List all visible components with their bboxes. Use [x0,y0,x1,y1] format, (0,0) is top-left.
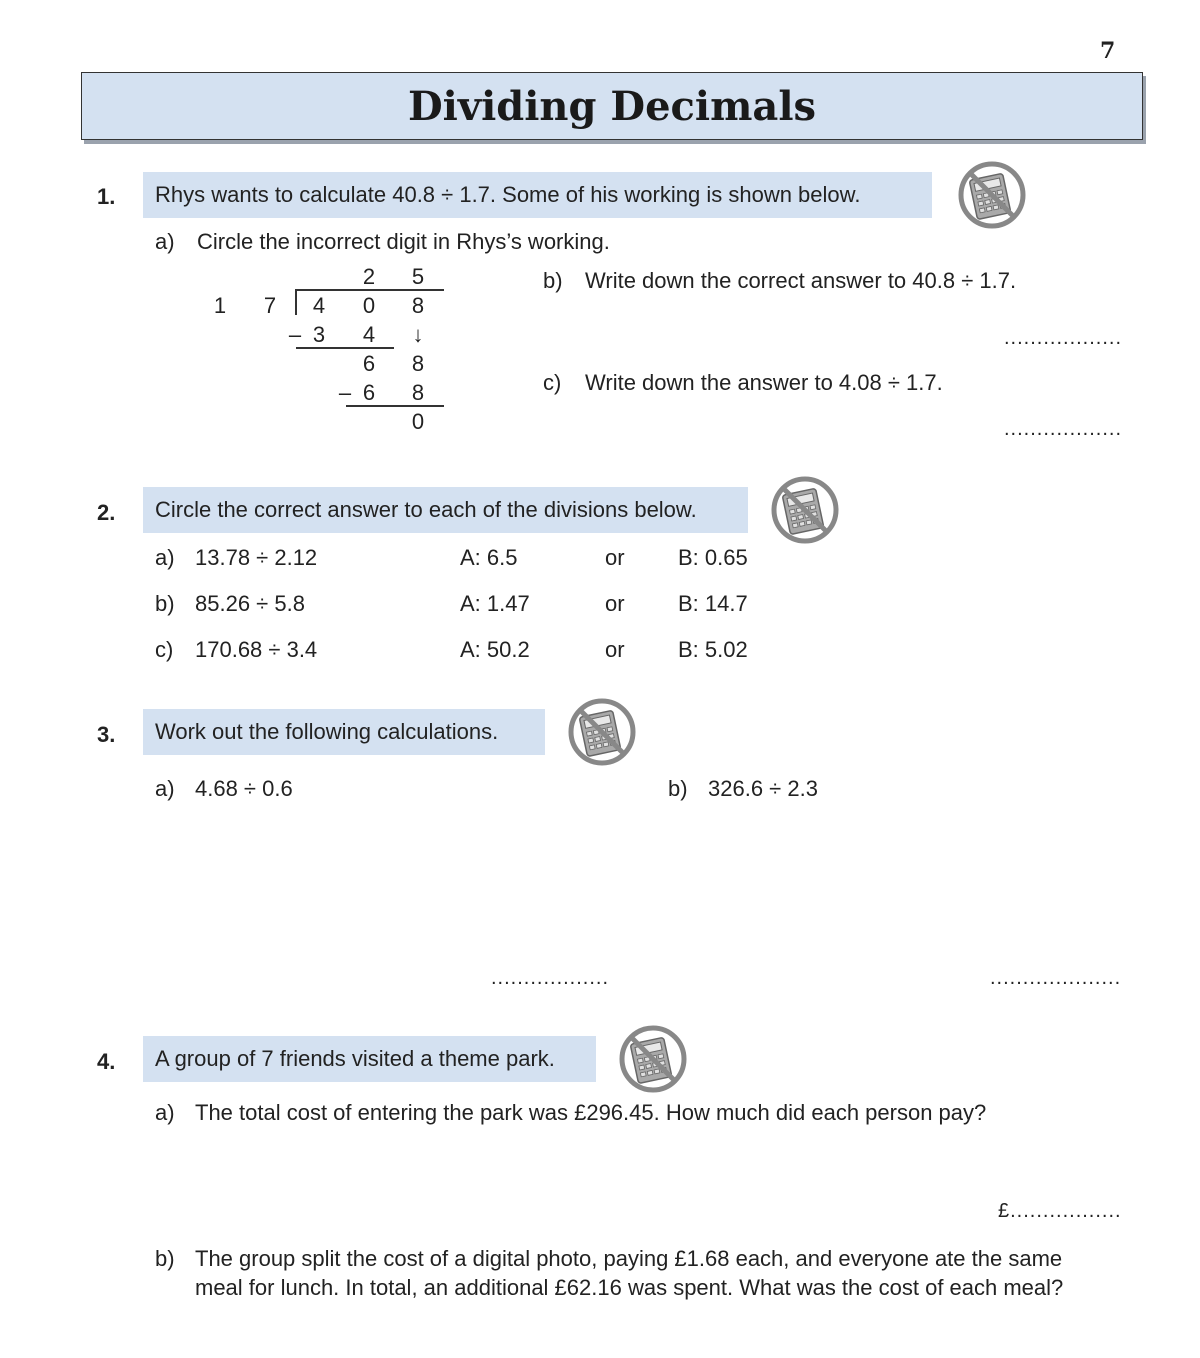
working-line [346,405,444,407]
q2-option-b[interactable]: B: 0.65 [678,545,748,570]
q1-b-answer-line[interactable]: .................. [1004,327,1123,349]
page-title: Dividing Decimals [407,83,817,130]
q4-a-label: a) [155,1100,175,1125]
q2-option-a[interactable]: A: 6.5 [460,545,518,570]
q1-prompt-box [143,172,932,218]
working-digit[interactable]: 8 [411,351,425,376]
q3-b-label: b) [668,776,688,801]
q2-or: or [605,545,625,570]
q1-number: 1. [97,184,116,209]
q2-row-expr: 170.68 ÷ 3.4 [195,637,318,662]
q4-b-line1: The group split the cost of a digital photo, paying £1.68 each, and everyone ate the same [195,1246,1063,1271]
q3-b-answer-line[interactable]: .................... [990,967,1122,989]
q3-a-answer-line[interactable]: .................. [491,967,610,989]
q2-option-b[interactable]: B: 5.02 [678,637,748,662]
q2-row-expr: 85.26 ÷ 5.8 [195,591,305,616]
q2-option-a[interactable]: A: 50.2 [460,637,530,662]
q4-a-text: The total cost of entering the park was £296.45. How much did each person pay? [195,1100,987,1125]
dividend-digit[interactable]: 8 [411,293,425,318]
q1-a-text: Circle the incorrect digit in Rhys’s working. [197,229,610,254]
q3-prompt-box [143,709,545,755]
quotient-digit[interactable]: 2 [362,264,376,289]
q2-option-b[interactable]: B: 14.7 [678,591,748,616]
remainder-digit[interactable]: 0 [411,409,425,434]
q1-b-text: Write down the correct answer to 40.8 ÷ 1.7. [585,268,1017,293]
division-bracket [295,289,297,315]
q1-c-text: Write down the answer to 4.08 ÷ 1.7. [585,370,943,395]
q1-prompt: Rhys wants to calculate 40.8 ÷ 1.7. Some of his working is shown below. [155,182,861,207]
working-line [296,347,394,349]
q1-a-label: a) [155,229,175,254]
q2-prompt: Circle the correct answer to each of the divisions below. [155,497,697,522]
q2-row-expr: 13.78 ÷ 2.12 [195,545,318,570]
division-bar [296,289,444,291]
quotient-digit[interactable]: 5 [411,264,425,289]
q3-prompt: Work out the following calculations. [155,719,499,744]
minus-sign: – [338,380,352,405]
divisor-digit[interactable]: 7 [263,293,277,318]
q2-or: or [605,591,625,616]
q2-prompt-box [143,487,748,533]
working-digit[interactable]: 6 [362,351,376,376]
q2-or: or [605,637,625,662]
working-digit[interactable]: 6 [362,380,376,405]
q2-number: 2. [97,500,116,525]
working-digit[interactable]: 4 [362,322,376,347]
q2-option-a[interactable]: A: 1.47 [460,591,530,616]
no-calculator-icon [567,697,637,767]
q2-row-label: a) [155,545,175,570]
q1-c-answer-line[interactable]: .................. [1004,418,1123,440]
q1-c-label: c) [543,370,562,395]
q2-row-label: c) [155,637,174,662]
q4-a-answer-line[interactable]: £................. [998,1200,1122,1222]
divisor-digit[interactable]: 1 [213,293,227,318]
working-digit[interactable]: 8 [411,380,425,405]
q4-b-label: b) [155,1246,175,1271]
q4-number: 4. [97,1049,116,1074]
title-banner [81,72,1143,140]
bring-down-arrow: ↓ [412,322,424,347]
no-calculator-icon [957,160,1027,230]
minus-sign: – [288,322,302,347]
q1-b-label: b) [543,268,563,293]
q3-b-text: 326.6 ÷ 2.3 [708,776,818,801]
no-calculator-icon [618,1024,688,1094]
q4-prompt: A group of 7 friends visited a theme park. [155,1046,555,1071]
no-calculator-icon [770,475,840,545]
q2-row-label: b) [155,591,175,616]
q4-prompt-box [143,1036,596,1082]
page-number: 7 [1100,38,1116,64]
q3-number: 3. [97,722,116,747]
q3-a-text: 4.68 ÷ 0.6 [195,776,293,801]
working-digit[interactable]: 3 [312,322,326,347]
dividend-digit[interactable]: 4 [312,293,326,318]
q3-a-label: a) [155,776,175,801]
dividend-digit[interactable]: 0 [362,293,376,318]
q4-b-line2: meal for lunch. In total, an additional £62.16 was spent. What was the cost of each meal? [195,1275,1064,1300]
